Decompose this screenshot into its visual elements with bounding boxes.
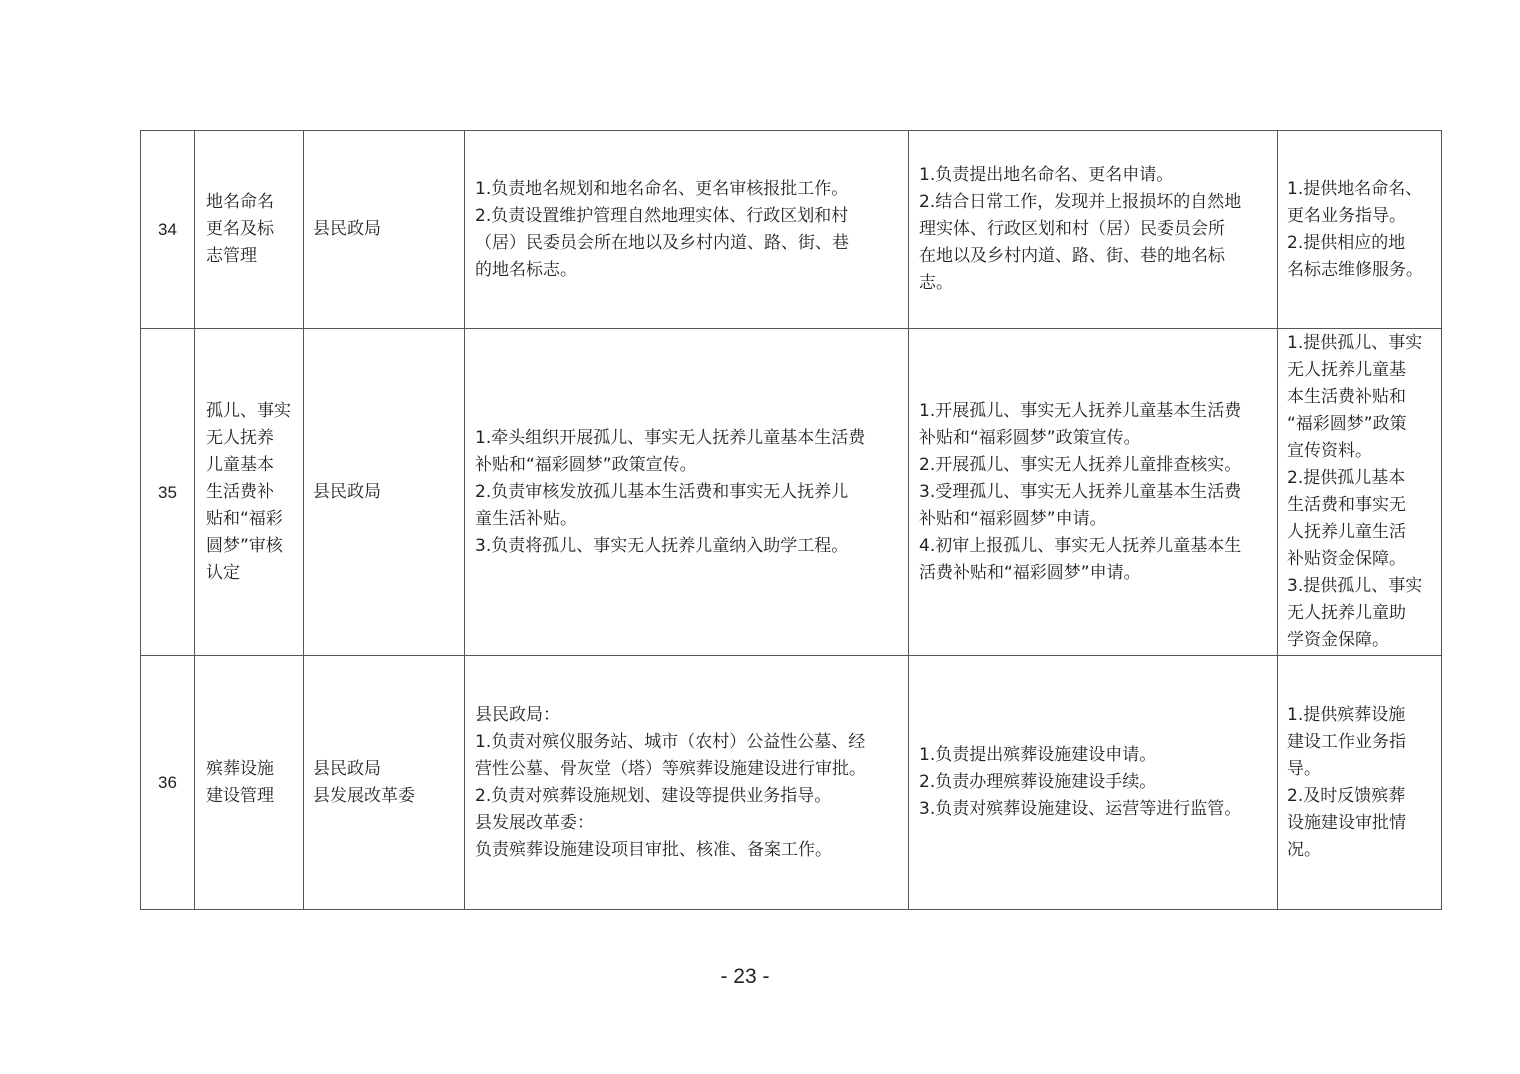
cell-line: 1.负责地名规划和地名命名、更名审核报批工作。 [475,178,849,199]
item-name-cell [195,131,304,329]
cell-line: 无人抚养儿童基 [1287,360,1406,380]
cell-line: 圆梦”审核 [206,535,283,556]
cell-line: 学资金保障。 [1287,630,1389,650]
township-duties [919,742,1269,823]
cell-line: 生活费补 [206,481,274,502]
cell-line: 认定 [206,562,240,583]
item-name [206,756,297,810]
cell-line: 县民政局 [313,219,381,239]
cell-line: 2.负责审核发放孤儿基本生活费和事实无人抚养儿 [475,481,849,502]
cell-line: 1.提供地名命名、 [1287,178,1423,199]
cell-line: 营性公墓、骨灰堂（塔）等殡葬设施建设进行审批。 [475,758,866,779]
cell-line: 补贴资金保障。 [1287,549,1406,569]
cell-line: 设施建设审批情 [1287,812,1406,833]
cell-line: 人抚养儿童生活 [1287,522,1406,542]
support-duties [1287,702,1436,864]
cell-line: 县发展改革委： [475,812,594,833]
township-duties [919,162,1269,297]
cell-line: 地名命名 [206,192,274,212]
county-duties [475,702,900,864]
cell-line: （居）民委员会所在地以及乡村内道、路、街、巷 [475,232,849,253]
cell-line: 4.初审上报孤儿、事实无人抚养儿童基本生 [919,535,1242,556]
cell-line: 县民政局 [313,758,381,779]
cell-line: 3.受理孤儿、事实无人抚养儿童基本生活费 [919,481,1242,502]
cell-line: 1.负责提出地名命名、更名申请。 [919,165,1174,185]
cell-line: 贴和“福彩 [206,508,283,529]
department [313,216,459,243]
department [313,479,459,506]
cell-line: 无人抚养儿童助 [1287,603,1406,623]
cell-line: 1.提供殡葬设施 [1287,704,1406,725]
cell-line: 儿童基本 [206,454,274,475]
table-body [141,131,1442,910]
cell-line: 2.负责对殡葬设施规划、建设等提供业务指导。 [475,785,832,806]
cell-line: 活费补贴和“福彩圆梦”申请。 [919,562,1141,583]
support-duties [1287,176,1436,284]
cell-line: 孤儿、事实 [206,400,291,421]
cell-line: 更名业务指导。 [1287,205,1406,226]
department-cell [304,329,465,656]
cell-line: 2.结合日常工作，发现并上报损坏的自然地 [919,192,1242,212]
cell-line: 3.负责对殡葬设施建设、运营等进行监管。 [919,799,1242,819]
cell-line: 况。 [1287,839,1321,860]
cell-line: 1.负责提出殡葬设施建设申请。 [919,745,1157,765]
department-cell [304,656,465,910]
cell-line: 2.提供孤儿基本 [1287,468,1406,488]
cell-line: “福彩圆梦”政策 [1287,414,1407,434]
support-cell [1278,131,1442,329]
township-duties [919,398,1269,587]
item-name [206,398,297,587]
county-duties [475,176,900,284]
cell-line: 殡葬设施 [206,758,274,779]
cell-line: 导。 [1287,758,1321,779]
cell-line: 县民政局： [475,704,560,725]
cell-line: 补贴和“福彩圆梦”政策宣传。 [475,454,697,475]
township-duties-cell [909,329,1278,656]
support-cell [1278,656,1442,910]
township-duties-cell [909,656,1278,910]
table-row [141,329,1442,656]
cell-line: 1.牵头组织开展孤儿、事实无人抚养儿童基本生活费 [475,427,866,448]
cell-line: 补贴和“福彩圆梦”政策宣传。 [919,427,1141,448]
row-number: 35 [158,482,177,502]
table-row [141,656,1442,910]
county-duties-cell [465,131,909,329]
support-cell [1278,329,1442,656]
county-duties-cell [465,329,909,656]
responsibility-table [140,130,1442,910]
cell-line: 童生活补贴。 [475,508,577,529]
cell-line: 3.提供孤儿、事实 [1287,576,1423,596]
item-name-cell [195,329,304,656]
cell-line: 理实体、行政区划和村（居）民委员会所 [919,219,1225,239]
page-number: - 23 - [720,965,770,988]
cell-line: 1.提供孤儿、事实 [1287,333,1423,353]
table-row [141,131,1442,329]
cell-line: 负责殡葬设施建设项目审批、核准、备案工作。 [475,839,832,860]
cell-line: 志。 [919,273,953,293]
cell-line: 志管理 [206,246,257,266]
cell-line: 建设工作业务指 [1287,731,1406,752]
row-number-cell [141,656,195,910]
cell-line: 1.开展孤儿、事实无人抚养儿童基本生活费 [919,400,1242,421]
cell-line: 无人抚养 [206,427,274,448]
cell-line: 2.负责办理殡葬设施建设手续。 [919,772,1157,792]
row-number: 34 [158,220,177,239]
cell-line: 在地以及乡村内道、路、街、巷的地名标 [919,246,1225,266]
row-number: 36 [158,773,177,792]
row-number-cell [141,329,195,656]
cell-line: 名标志维修服务。 [1287,259,1423,280]
cell-line: 2.负责设置维护管理自然地理实体、行政区划和村 [475,205,849,226]
cell-line: 生活费和事实无 [1287,495,1406,515]
department-cell [304,131,465,329]
cell-line: 2.及时反馈殡葬 [1287,785,1406,806]
item-name [206,189,297,270]
cell-line: 更名及标 [206,219,274,239]
township-duties-cell [909,131,1278,329]
cell-line: 县发展改革委 [313,785,415,806]
cell-line: 2.开展孤儿、事实无人抚养儿童排查核实。 [919,454,1242,475]
cell-line: 本生活费补贴和 [1287,387,1406,407]
cell-line: 补贴和“福彩圆梦”申请。 [919,508,1107,529]
cell-line: 的地名标志。 [475,259,577,280]
cell-line: 县民政局 [313,481,381,502]
item-name-cell [195,656,304,910]
county-duties-cell [465,656,909,910]
cell-line: 2.提供相应的地 [1287,232,1406,253]
cell-line: 1.负责对殡仪服务站、城市（农村）公益性公墓、经 [475,731,866,752]
cell-line: 宣传资料。 [1287,441,1372,461]
department [313,756,459,810]
cell-line: 3.负责将孤儿、事实无人抚养儿童纳入助学工程。 [475,535,849,556]
cell-line: 建设管理 [206,785,274,806]
row-number-cell [141,131,195,329]
support-duties [1287,330,1436,654]
county-duties [475,425,900,560]
